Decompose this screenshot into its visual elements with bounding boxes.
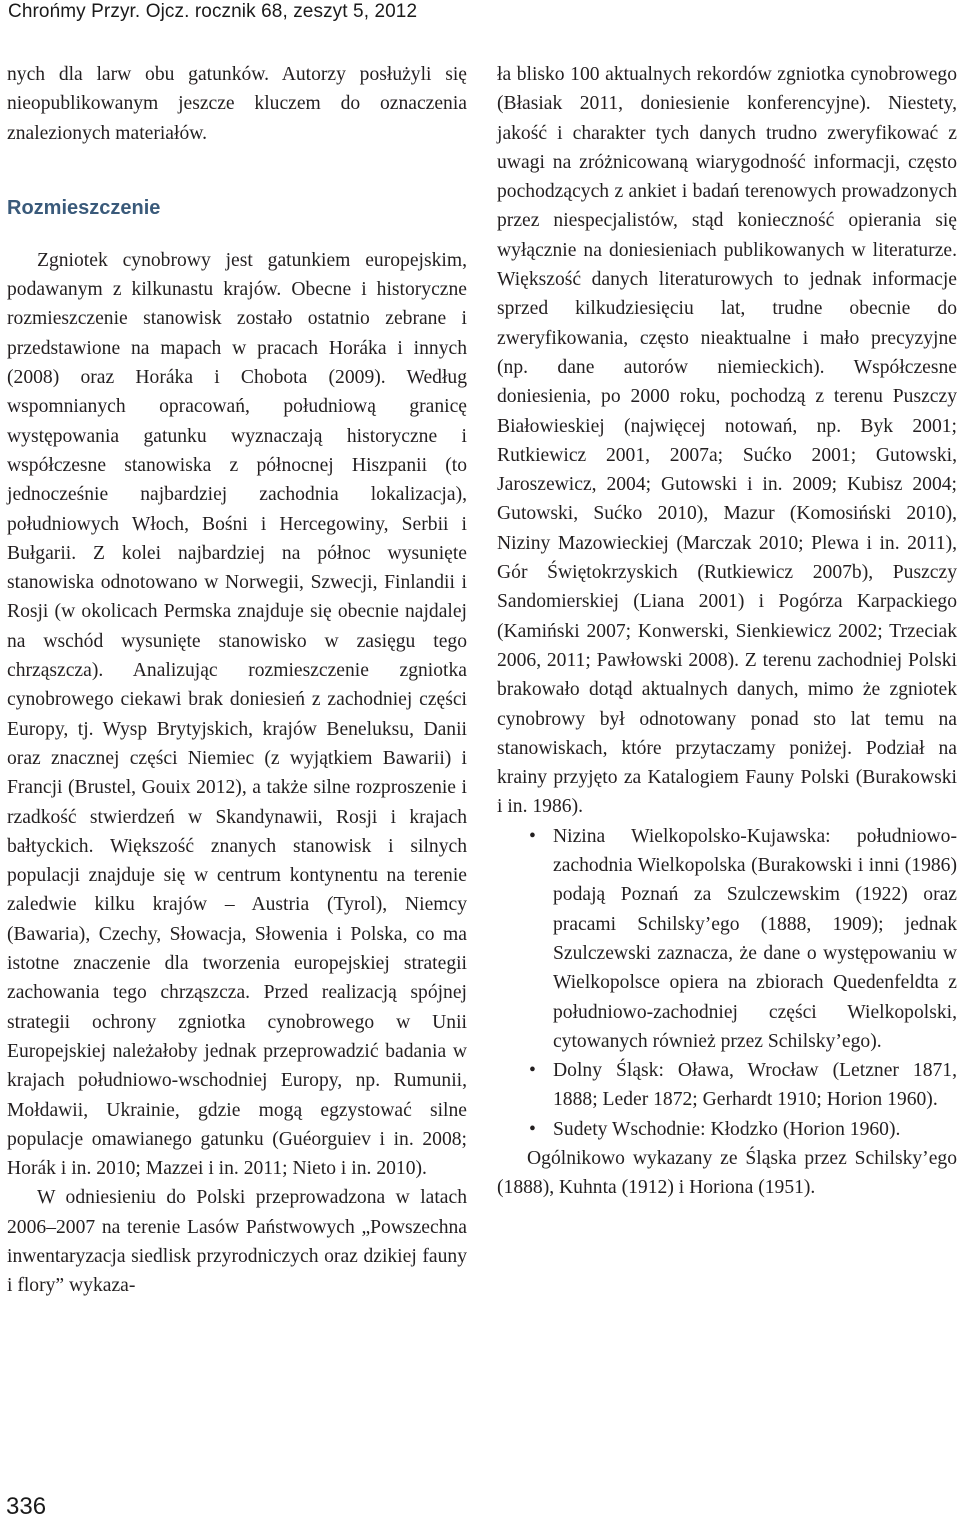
list-item — [529, 822, 957, 1056]
section-heading: Rozmieszczenie — [7, 196, 161, 219]
list-item-text: Nizina Wielkopolsko-Kujawska: południowo-zachodnia Wielkopolska (Burakowski i inni (1986) podają Poznań za Szulczewskim (1922) oraz pracami Schilsky’ego (1888, 1909); jednak Szulczewski zaznacza, że dane o występowaniu w Wielkopolsce opiera na zbiorach Quedenfeldta z południowo-zachodniej części Wielkopolski, cytowanych również przez Schilsky’ego). — [553, 825, 957, 1052]
bullet-icon: • — [529, 1118, 536, 1140]
left-column — [7, 60, 467, 1301]
running-head: Chrońmy Przyr. Ojcz. rocznik 68, zeszyt 5, 2012 — [8, 1, 418, 22]
list-item-text: Sudety Wschodnie: Kłodzko (Horion 1960). — [553, 1118, 901, 1140]
right-column — [497, 60, 957, 1203]
poland-paragraph: W odniesieniu do Polski przeprowadzona w latach 2006–2007 na terenie Lasów Państwowych „Powszechna inwentaryzacja siedlisk przyrodniczych oraz dzikiej fauny i flory” wykaza- — [7, 1187, 467, 1297]
page-number: 336 — [6, 1493, 47, 1520]
bullet-icon: • — [529, 825, 536, 847]
bullet-icon: • — [529, 1060, 536, 1082]
list-item — [529, 1056, 957, 1115]
list-item — [529, 1115, 957, 1144]
list-item-text: Dolny Śląsk: Oława, Wrocław (Letzner 1871, 1888; Leder 1872; Gerhardt 1910; Horion 1960). — [553, 1060, 957, 1111]
distribution-paragraph: Zgniotek cynobrowy jest gatunkiem europejskim, podawanym z kilkunastu krajów. Obecne i historyczne rozmieszczenie stanowisk zostało ostatnio zebrane i przedstawione na mapach w pracach Horáka i innych (2008) oraz Horáka i Chobota (2009). Według wspomnianych opracowań, południową granicę występowania gatunku wyznaczają historyczne i współczesne stanowiska z północnej Hiszpanii (to jednocześnie najbardziej zachodnia lokalizacja), południowych Włoch, Bośni i Hercegowiny, Serbii i Bułgarii. Z kolei najbardziej na północ wysunięte stanowiska odnotowano w Norwegii, Szwecji, Finlandii i Rosji (w okolicach Permska znajduje się obecnie najdalej na wschód wysunięte stanowisko w zasięgu tego chrząszcza). Analizując rozmieszczenie zgniotka cynobrowego ciekawi brak doniesień z zachodniej części Europy, tj. Wysp Brytyjskich, krajów Beneluksu, Danii oraz znacznej części Niemiec (z wyjątkiem Bawarii) i Francji (Brustel, Gouix 2012), a także silne rozproszenie i rzadkość stwierdzeń w Skandynawii, Rosji i krajach bałtyckich. Większość znanych stanowisk i silnych populacji znajduje się w centrum kontynentu na terenie zaledwie kilku krajów – Austria (Tyrol), Niemcy (Bawaria), Czechy, Słowacja, Słowenia i Polska, co ma istotne znaczenie dla tworzenia europejskiej strategii zachowania tego chrząszcza. Przed realizacją spójnej strategii ochrony zgniotka cynobrowego w Unii Europejskiej należałoby jednak przeprowadzić badania w krajach południowo-wschodniej Europy, np. Rumunii, Mołdawii, Ukrainie, gdzie mogą egzystować silne populacje omawianego gatunku (Guéorguiev i in. 2008; Horák i in. 2010; Mazzei i in. 2011; Nieto i in. 2010). — [7, 249, 467, 1180]
intro-paragraph: nych dla larw obu gatunków. Autorzy posłużyli się nieopublikowanym jeszcze kluczem do oznaczenia znalezionych materiałów. — [7, 64, 467, 144]
region-list — [497, 822, 957, 1144]
closing-paragraph: Ogólnikowo wykazany ze Śląska przez Schilsky’ego (1888), Kuhnta (1912) i Horiona (1951). — [497, 1147, 957, 1199]
continued-paragraph: ła blisko 100 aktualnych rekordów zgniotka cynobrowego (Błasiak 2011, doniesienie konferencyjne). Niestety, jakość i charakter tych danych trudno zweryfikować z uwagi na zróżnicowaną wiarygodność informacji, często pochodzących z ankiet i badań terenowych prowadzonych przez niespecjalistów, stąd konieczność opierania się wyłącznie na doniesieniach publikowanych w literaturze. Większość danych literaturowych to jednak informacje sprzed kilkudziesięciu lat, trudne obecnie do zweryfikowania, często nieaktualne i mało precyzyjne (np. dane autorów niemieckich). Współczesne doniesienia, po 2000 roku, pochodzą z terenu Puszczy Białowieskiej (najwięcej notowań, np. Byk 2001; Rutkiewicz 2001, 2007a; Sućko 2001; Gutowski, Jaroszewicz, 2004; Gutowski i in. 2009; Kubisz 2004; Gutowski, Sućko 2010), Mazur (Komosiński 2010), Niziny Mazowieckiej (Marczak 2010; Plewa i in. 2011), Gór Świętokrzyskich (Rutkiewicz 2007b), Puszczy Sandomierskiej (Liana 2001) i Pogórza Karpackiego (Kamiński 2007; Konwerski, Sienkiewicz 2002; Trzeciak 2006, 2011; Pawłowski 2008). Z terenu zachodniej Polski brakowało dotąd aktualnych danych, mimo że zgniotek cynobrowy był odnotowany ponad sto lat temu na stanowiskach, które przytaczamy poniżej. Podział na krainy przyjęto za Katalogiem Fauny Polski (Burakowski i in. 1986). — [497, 64, 957, 818]
